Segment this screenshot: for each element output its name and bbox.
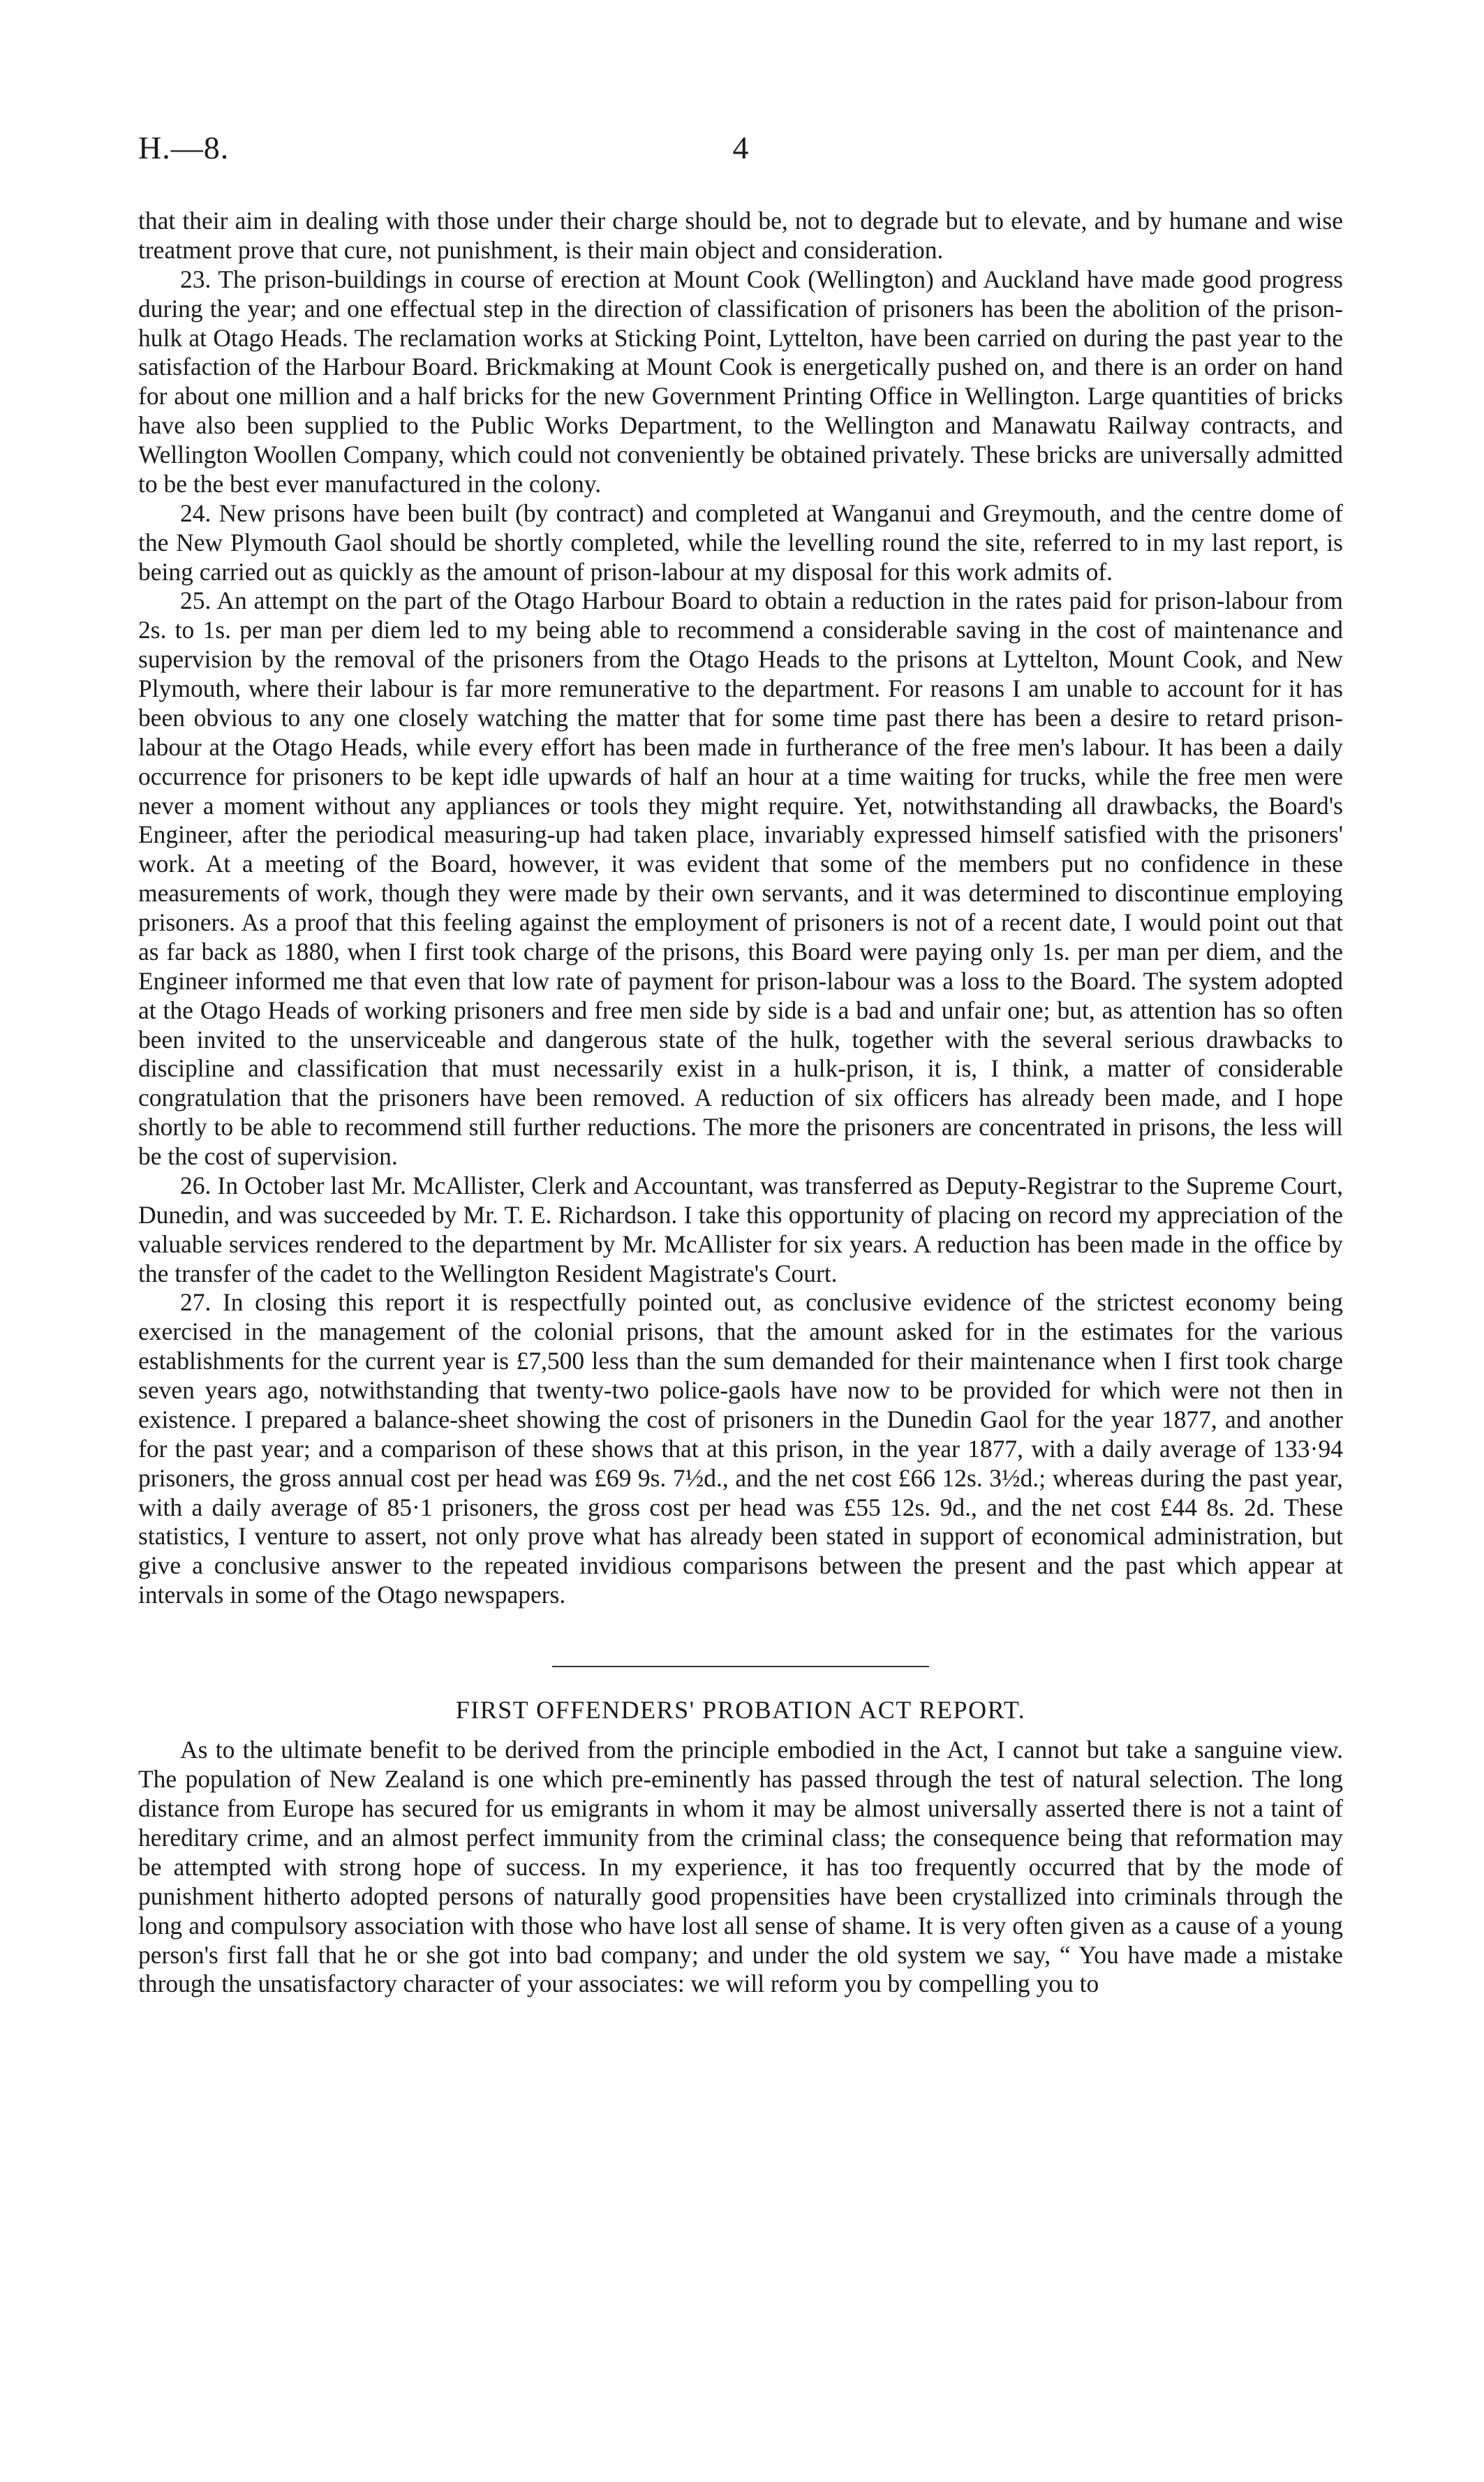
paragraph-27: 27. In closing this report it is respectfully pointed out, as conclusive evidence of the strictest economy being exercised in the management of the colonial prisons, that the amount asked for in the estimates for the various establishments for the current year is £7,500 less than the sum demanded for their maintenance when I first took charge seven years ago, notwithstanding that twenty-two police-gaols have now to be provided for which were not then in existence. I prepared a balance-sheet showing the cost of prisoners in the Dunedin Gaol for the year 1877, and another for the past year; and a comparison of these shows that at this prison, in the year 1877, with a daily average of 133·94 prisoners, the gross annual cost per head was £69 9s. 7½d., and the net cost £66 12s. 3½d.; whereas during the past year, with a daily average of 85·1 prisoners, the gross cost per head was £55 12s. 9d., and the net cost £44 8s. 2d. These statistics, I venture to assert, not only prove what has already been stated in support of economical administration, but give a conclusive answer to the repeated invidious comparisons between the present and the past which appear at intervals in some of the Otago newspapers. xyxy=(138,1288,1343,1609)
paragraph-continuation: that their aim in dealing with those under their charge should be, not to degrade but to elevate, and by humane and wise treatment prove that cure, not punishment, is their main object and consideration. xyxy=(138,207,1343,264)
section-title: FIRST OFFENDERS' PROBATION ACT REPORT. xyxy=(455,1696,1026,1724)
section-paragraph: As to the ultimate benefit to be derived from the principle embodied in the Act, I cannot but take a sanguine view. The population of New Zealand is one which pre-eminently has passed through the test of natural selection. The long distance from Europe has secured for us emigrants in whom it may be almost universally asserted there is not a taint of hereditary crime, and an almost perfect immunity from the criminal class; the consequence being that reformation may be attempted with strong hope of success. In my experience, it has too frequently occurred that by the mode of punishment hitherto adopted persons of naturally good propensities have been crystallized into criminals through the long and compulsory association with those who have lost all sense of shame. It is very often given as a cause of a young person's first fall that he or she got into bad company; and under the old system we say, “ You have made a mistake through the unsatisfactory character of your associates: we will reform you by compelling you to xyxy=(138,1736,1343,1998)
page-header xyxy=(138,129,1343,171)
paragraph-26: 26. In October last Mr. McAllister, Clerk and Accountant, was transferred as Deputy-Registrar to the Supreme Court, Dunedin, and was succeeded by Mr. T. E. Richardson. I take this opportunity of placing on record my appreciation of the valuable services rendered to the department by Mr. McAllister for six years. A reduction has been made in the office by the transfer of the cadet to the Wellington Resident Magistrate's Court. xyxy=(138,1171,1343,1287)
paragraph-24: 24. New prisons have been built (by contract) and completed at Wanganui and Greymouth, and the centre dome of the New Plymouth Gaol should be shortly completed, while the levelling round the site, referred to in my last report, is being carried out as quickly as the amount of prison-labour at my disposal for this work admits of. xyxy=(138,498,1343,586)
paragraph-25: 25. An attempt on the part of the Otago Harbour Board to obtain a reduction in the rates paid for prison-labour from 2s. to 1s. per man per diem led to my being able to recommend a considerable saving in the cost of maintenance and supervision by the removal of the prisoners from the Otago Heads to the prisons at Lyttelton, Mount Cook, and New Plymouth, where their labour is far more remunerative to the department. For reasons I am unable to account for it has been obvious to any one closely watching the matter that for some time past there has been a desire to retard prison-labour at the Otago Heads, while every effort has been made in furtherance of the free men's labour. It has been a daily occurrence for prisoners to be kept idle upwards of half an hour at a time waiting for trucks, while the free men were never a moment without any appliances or tools they might require. Yet, notwithstanding all drawbacks, the Board's Engineer, after the periodical measuring-up had taken place, invariably expressed himself satisfied with the prisoners' work. At a meeting of the Board, however, it was evident that some of the members put no confidence in these measurements of work, though they were made by their own servants, and it was determined to discontinue employing prisoners. As a proof that this feeling against the employment of prisoners is not of a recent date, I would point out that as far back as 1880, when I first took charge of the prisons, this Board were paying only 1s. per man per diem, and the Engineer informed me that even that low rate of payment for prison-labour was a loss to the Board. The system adopted at the Otago Heads of working prisoners and free men side by side is a bad and unfair one; but, as attention has so often been invited to the unserviceable and dangerous state of the hulk, together with the several serious drawbacks to discipline and classification that must necessarily exist in a hulk-prison, it is, I think, a matter of considerable congratulation that the prisoners have been removed. A reduction of six officers has already been made, and I hope shortly to be able to recommend still further reductions. The more the prisoners are concentrated in prisons, the less will be the cost of supervision. xyxy=(138,586,1343,1170)
page-number: 4 xyxy=(732,130,749,165)
paragraph-23: 23. The prison-buildings in course of erection at Mount Cook (Wellington) and Auckland have made good progress during the year; and one effectual step in the direction of classification of prisoners has been the abolition of the prison-hulk at Otago Heads. The reclamation works at Sticking Point, Lyttelton, have been carried on during the past year to the satisfaction of the Harbour Board. Brickmaking at Mount Cook is energetically pushed on, and there is an order on hand for about one million and a half bricks for the new Government Printing Office in Wellington. Large quantities of bricks have also been supplied to the Public Works Department, to the Wellington and Manawatu Railway contracts, and Wellington Woollen Company, which could not conveniently be obtained privately. These bricks are universally admitted to be the best ever manufactured in the colony. xyxy=(138,265,1343,498)
document-reference: H.—8. xyxy=(138,130,230,165)
report-body xyxy=(138,207,1343,1999)
section-divider xyxy=(552,1666,929,1667)
